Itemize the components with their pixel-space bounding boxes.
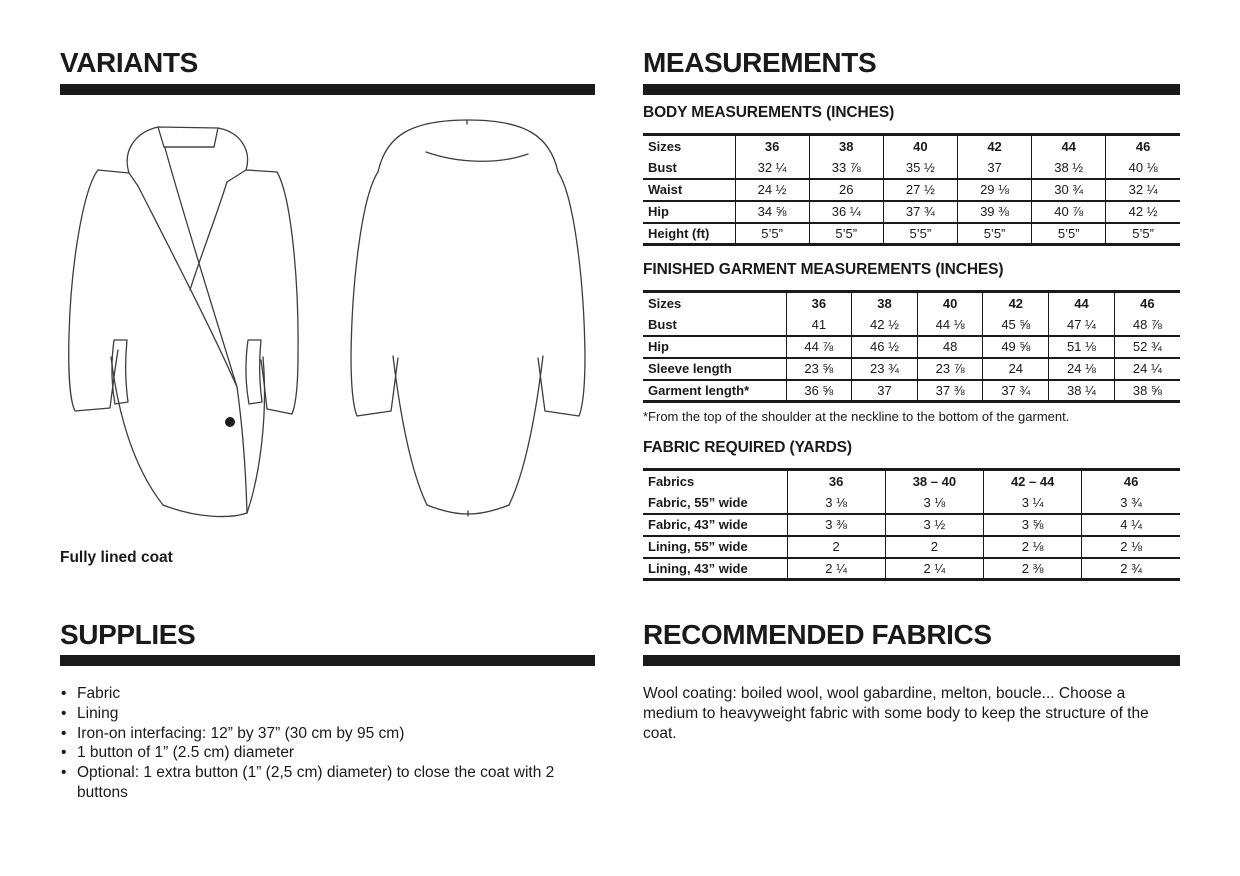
supplies-list-item: • Optional: 1 extra button (1” (2,5 cm) diameter) to close the coat with 2 buttons <box>60 763 600 803</box>
value-cell: 23 ¾ <box>852 358 918 380</box>
table-title: FINISHED GARMENT MEASUREMENTS (INCHES) <box>643 261 1004 278</box>
value-cell: 3 ⅝ <box>984 514 1082 536</box>
table-row <box>643 536 1180 558</box>
value-cell: 5’5” <box>1032 223 1106 245</box>
row-label-header: Fabrics <box>648 473 695 489</box>
size-column-header: 38 <box>809 135 883 157</box>
value-cell: 24 <box>983 358 1049 380</box>
row-label: Waist <box>643 179 735 201</box>
value-cell: 4 ¼ <box>1082 514 1180 536</box>
value-cell: 48 <box>917 336 983 358</box>
finished-garment-measurements-table-block <box>643 261 1180 425</box>
value-cell: 2 ¾ <box>1082 558 1180 580</box>
fabric-required-table-block <box>643 439 1180 581</box>
value-cell: 40 ⅞ <box>1032 201 1106 223</box>
value-cell: 29 ⅛ <box>957 179 1031 201</box>
table-title: BODY MEASUREMENTS (INCHES) <box>643 104 895 121</box>
value-cell: 2 ¼ <box>787 558 885 580</box>
table-body <box>643 157 1180 245</box>
supplies-heading: SUPPLIES <box>60 619 196 650</box>
value-cell: 37 <box>852 380 918 402</box>
body-measurements-table-block <box>643 104 1180 246</box>
recommended-fabrics-heading-rule <box>643 655 1180 666</box>
value-cell: 5’5” <box>735 223 809 245</box>
measurements-table <box>643 133 1180 246</box>
table-row <box>643 514 1180 536</box>
size-column-header: 42 <box>957 135 1031 157</box>
value-cell: 37 ¾ <box>883 201 957 223</box>
value-cell: 40 ⅛ <box>1106 157 1180 179</box>
value-cell: 3 ¼ <box>984 492 1082 514</box>
table-row <box>643 314 1180 336</box>
value-cell: 45 ⅝ <box>983 314 1049 336</box>
size-column-header: 46 <box>1114 292 1180 314</box>
table-head <box>643 135 1180 157</box>
value-cell: 3 ½ <box>885 514 983 536</box>
size-column-header: 40 <box>917 292 983 314</box>
value-cell: 24 ⅛ <box>1049 358 1115 380</box>
measurements-table <box>643 290 1180 403</box>
value-cell: 37 <box>957 157 1031 179</box>
supplies-list-item: • Iron-on interfacing: 12” by 37” (30 cm by 95 cm) <box>60 724 600 744</box>
table-row <box>643 157 1180 179</box>
value-cell: 2 <box>885 536 983 558</box>
value-cell: 3 ⅛ <box>787 492 885 514</box>
value-cell: 30 ¾ <box>1032 179 1106 201</box>
row-label: Sleeve length <box>643 358 786 380</box>
size-column-header: 46 <box>1106 135 1180 157</box>
value-cell: 46 ½ <box>852 336 918 358</box>
supplies-list-item: • Lining <box>60 704 600 724</box>
value-cell: 34 ⅝ <box>735 201 809 223</box>
value-cell: 23 ⅞ <box>917 358 983 380</box>
measurements-table <box>643 468 1180 581</box>
value-cell: 5’5” <box>809 223 883 245</box>
value-cell: 37 ⅜ <box>917 380 983 402</box>
size-column-header: 44 <box>1032 135 1106 157</box>
table-row <box>643 492 1180 514</box>
size-column-header: 38 <box>852 292 918 314</box>
value-cell: 35 ½ <box>883 157 957 179</box>
size-column-header: 46 <box>1082 470 1180 492</box>
value-cell: 2 <box>787 536 885 558</box>
size-column-header: 42 <box>983 292 1049 314</box>
table-header-row <box>643 470 1180 492</box>
table-header-row <box>643 135 1180 157</box>
table-row <box>643 201 1180 223</box>
value-cell: 38 ⅝ <box>1114 380 1180 402</box>
recommended-fabrics-heading: RECOMMENDED FABRICS <box>643 619 992 650</box>
size-column-header: 38 – 40 <box>885 470 983 492</box>
value-cell: 36 ⅝ <box>786 380 852 402</box>
table-body <box>643 492 1180 580</box>
value-cell: 51 ⅛ <box>1049 336 1115 358</box>
row-label: Hip <box>643 201 735 223</box>
size-column-header: 36 <box>735 135 809 157</box>
value-cell: 38 ½ <box>1032 157 1106 179</box>
value-cell: 37 ¾ <box>983 380 1049 402</box>
value-cell: 3 ¾ <box>1082 492 1180 514</box>
table-row <box>643 358 1180 380</box>
value-cell: 2 ⅛ <box>984 536 1082 558</box>
value-cell: 26 <box>809 179 883 201</box>
value-cell: 2 ¼ <box>885 558 983 580</box>
value-cell: 52 ¾ <box>1114 336 1180 358</box>
value-cell: 5’5” <box>883 223 957 245</box>
measurements-heading: MEASUREMENTS <box>643 47 877 78</box>
coat-front-view <box>69 127 298 517</box>
value-cell: 27 ½ <box>883 179 957 201</box>
row-label: Height (ft) <box>643 223 735 245</box>
row-label: Garment length* <box>643 380 786 402</box>
row-label: Fabric, 55” wide <box>648 494 748 510</box>
table-row <box>643 336 1180 358</box>
recommended-fabrics-text: Wool coating: boiled wool, wool gabardine, melton, boucle... Choose a medium to heavyweight fabric with some body to keep the structure of the coat. <box>643 685 1149 742</box>
row-label: Lining, 55” wide <box>643 536 787 558</box>
size-column-header: 42 – 44 <box>984 470 1082 492</box>
row-label: Hip <box>643 336 786 358</box>
value-cell: 2 ⅜ <box>984 558 1082 580</box>
front-right-pocket <box>246 340 262 404</box>
row-label-header: Sizes <box>648 138 682 154</box>
size-column-header: 40 <box>883 135 957 157</box>
coat-button <box>225 417 235 427</box>
variants-heading: VARIANTS <box>60 47 198 78</box>
table-row <box>643 558 1180 580</box>
variant-caption: Fully lined coat <box>60 549 173 566</box>
value-cell: 32 ¼ <box>1106 179 1180 201</box>
value-cell: 41 <box>786 314 852 336</box>
value-cell: 3 ⅜ <box>787 514 885 536</box>
table-head <box>643 470 1180 492</box>
table-body <box>643 314 1180 402</box>
value-cell: 44 ⅛ <box>917 314 983 336</box>
variants-heading-rule <box>60 84 595 95</box>
value-cell: 42 ½ <box>1106 201 1180 223</box>
measurements-heading-rule <box>643 84 1180 95</box>
size-column-header: 44 <box>1049 292 1115 314</box>
value-cell: 23 ⅝ <box>786 358 852 380</box>
value-cell: 2 ⅛ <box>1082 536 1180 558</box>
value-cell: 36 ¼ <box>809 201 883 223</box>
row-label: Bust <box>648 159 677 175</box>
size-column-header: 36 <box>786 292 852 314</box>
value-cell: 39 ⅜ <box>957 201 1031 223</box>
supplies-list <box>60 684 600 803</box>
supplies-list-item: • Fabric <box>60 684 600 704</box>
size-column-header: 36 <box>787 470 885 492</box>
value-cell: 44 ⅞ <box>786 336 852 358</box>
coat-technical-drawing <box>60 110 595 530</box>
value-cell: 24 ½ <box>735 179 809 201</box>
coat-back-view <box>351 120 585 516</box>
row-label: Fabric, 43” wide <box>643 514 787 536</box>
row-label: Lining, 43” wide <box>643 558 787 580</box>
table-header-row <box>643 292 1180 314</box>
value-cell: 47 ¼ <box>1049 314 1115 336</box>
table-row <box>643 179 1180 201</box>
row-label-header: Sizes <box>648 295 682 311</box>
table-head <box>643 292 1180 314</box>
supplies-list-item: • 1 button of 1” (2.5 cm) diameter <box>60 743 600 763</box>
row-label: Bust <box>648 316 677 332</box>
table-row <box>643 380 1180 402</box>
value-cell: 5’5” <box>957 223 1031 245</box>
table-row <box>643 223 1180 245</box>
value-cell: 38 ¼ <box>1049 380 1115 402</box>
value-cell: 5’5” <box>1106 223 1180 245</box>
value-cell: 24 ¼ <box>1114 358 1180 380</box>
value-cell: 49 ⅝ <box>983 336 1049 358</box>
value-cell: 32 ¼ <box>735 157 809 179</box>
value-cell: 3 ⅛ <box>885 492 983 514</box>
supplies-heading-rule <box>60 655 595 666</box>
table-title: FABRIC REQUIRED (YARDS) <box>643 439 852 456</box>
value-cell: 48 ⅞ <box>1114 314 1180 336</box>
value-cell: 33 ⅞ <box>809 157 883 179</box>
table-footnote: *From the top of the shoulder at the neckline to the bottom of the garment. <box>643 409 1070 424</box>
value-cell: 42 ½ <box>852 314 918 336</box>
